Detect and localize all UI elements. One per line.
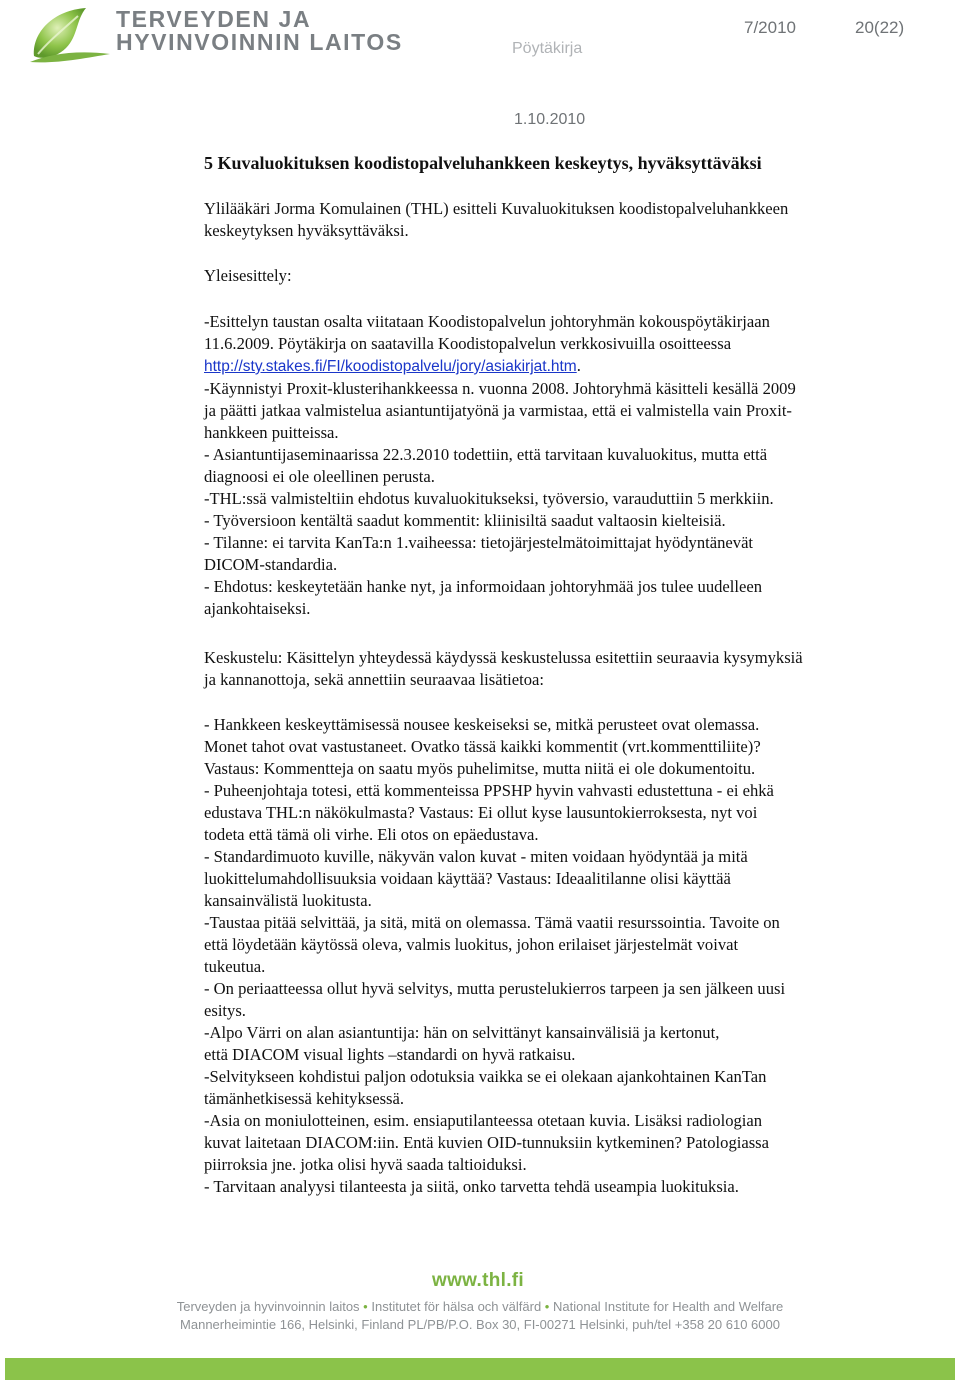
intro-paragraph xyxy=(204,198,908,242)
document-type: Pöytäkirja xyxy=(512,40,583,57)
org-name-line-1: TERVEYDEN JA xyxy=(116,6,312,32)
general-presentation-heading: Yleisesittely: xyxy=(204,266,292,285)
body-line xyxy=(204,378,908,400)
discussion-line: - Tarvitaan analyysi tilanteesta ja siitä, onko tarvetta tehdä useampia luokituksia. xyxy=(204,1177,739,1196)
discussion-line: kuvat laitetaan DIACOM:iin. Entä kuvien OID-tunnuksiin kytkeminen? Patologiassa xyxy=(204,1133,770,1152)
discussion-line: että DIACOM visual lights –standardi on hyvä ratkaisu. xyxy=(204,1045,576,1064)
discussion-line: -Selvitykseen kohdistui paljon odotuksia vaikka se ei olekaan ajankohtainen KanTan xyxy=(204,1067,767,1086)
discussion-line: todeta että tämä oli virhe. Eli otos on epäedustava. xyxy=(204,825,539,844)
footer-address: Mannerheimintie 166, Helsinki, Finland PL/PB/P.O. Box 30, FI-00271 Helsinki, puh/tel +358 20 610 6000 xyxy=(180,1317,780,1332)
discussion-line: - Hankkeen keskeyttämisessä nousee keskeiseksi se, mitkä perusteet ovat olemassa. xyxy=(204,715,760,734)
discussion-line: edustava THL:n näkökulmasta? Vastaus: Ei ollut kyse lausuntokierroksesta, nyt voi xyxy=(204,803,758,822)
footer-green-bar xyxy=(5,1358,955,1380)
body-line: 11.6.2009. Pöytäkirja on saatavilla Koodistopalvelun verkkosivuilla osoitteessa xyxy=(204,334,732,353)
footer-org-sv: Institutet för hälsa och välfärd xyxy=(371,1299,542,1314)
discussion-intro-line: Keskustelu: Käsittelyn yhteydessä käydyssä keskustelussa esitettiin seuraavia kysymyksiä xyxy=(204,648,803,667)
thl-logo xyxy=(26,2,403,66)
discussion-line: piirroksia jne. jotka olisi hyvä saada taltioiduksi. xyxy=(204,1155,527,1174)
body-line: - Tilanne: ei tarvita KanTa:n 1.vaiheessa: tietojärjestelmätoimittajat hyödyntänevät xyxy=(204,533,754,552)
page-number: 20(22) xyxy=(855,18,905,37)
body-line: ajankohtaiseksi. xyxy=(204,599,311,618)
koodistopalvelu-link[interactable]: http://sty.stakes.fi/FI/koodistopalvelu/jory/asiakirjat.htm xyxy=(204,358,577,375)
discussion-line: tämänhetkisessä kehityksessä. xyxy=(204,1089,405,1108)
body-line: DICOM-standardia. xyxy=(204,555,338,574)
body-line: hankkeen puitteissa. xyxy=(204,423,339,442)
body-line: - Asiantuntijaseminaarissa 22.3.2010 todettiin, että tarvitaan kuvaluokitus, mutta että xyxy=(204,445,768,464)
section-title: 5 Kuvaluokituksen koodistopalveluhankkeen keskeytys, hyväksyttäväksi xyxy=(204,153,762,173)
org-name-line-2: HYVINVOINNIN LAITOS xyxy=(116,29,403,55)
footer-website[interactable]: www.thl.fi xyxy=(432,1270,525,1291)
body-line: ja päätti jatkaa valmistelua asiantuntijatyönä ja varmistaa, että ei valmistella vain Proxit- xyxy=(204,401,792,420)
intro-line: Ylilääkäri Jorma Komulainen (THL) esitteli Kuvaluokituksen koodistopalveluhankkeen xyxy=(204,199,789,218)
body-line-part: -Käynnistyi Proxit-klusterihankkeessa n. vuonna 2008. xyxy=(204,379,570,398)
thl-leaf-icon xyxy=(26,2,112,66)
discussion-line: luokittelumahdollisuuksia voidaan käyttää? Vastaus: Ideaalitilanne olisi käyttää xyxy=(204,869,731,888)
discussion-line: Vastaus: Kommentteja on saatu myös puhelimitse, mutta niitä ei ole dokumentoitu. xyxy=(204,759,756,778)
discussion-line: - Puheenjohtaja totesi, että kommenteissa PPSHP hyvin vahvasti edustettuna - ei ehkä xyxy=(204,781,774,800)
organization-name xyxy=(116,8,403,54)
general-presentation-body xyxy=(204,311,908,620)
footer-organization xyxy=(0,1299,960,1314)
discussion-line: että löydetään käytössä oleva, valmis luokitus, johon erilaiset järjestelmät voivat xyxy=(204,935,739,954)
discussion-line: esitys. xyxy=(204,1001,246,1020)
link-line xyxy=(204,355,908,378)
body-line: diagnoosi ei ole oleellinen perusta. xyxy=(204,467,435,486)
discussion-line: kansainvälistä luokitusta. xyxy=(204,891,372,910)
discussion-line: -Asia on moniulotteinen, esim. ensiaputilanteessa otetaan kuvia. Lisäksi radiologian xyxy=(204,1111,763,1130)
body-line: - Ehdotus: keskeytetään hanke nyt, ja informoidaan johtoryhmää jos tulee uudelleen xyxy=(204,577,763,596)
discussion-intro-line: ja kannanottoja, sekä annettiin seuraavaa lisätietoa: xyxy=(204,670,545,689)
discussion-line: -Alpo Värri on alan asiantuntija: hän on selvittänyt kansainvälisiä ja kertonut, xyxy=(204,1023,720,1042)
footer-org-fi: Terveyden ja hyvinvoinnin laitos xyxy=(176,1299,360,1314)
footer-org-en: National Institute for Health and Welfare xyxy=(552,1299,784,1314)
discussion-points xyxy=(204,714,908,1198)
footer-separator: • xyxy=(544,1299,550,1314)
discussion-line: - On periaatteessa ollut hyvä selvitys, mutta perustelukierros tarpeen ja sen jälkeen uusi xyxy=(204,979,786,998)
body-line: -Esittelyn taustan osalta viitataan Koodistopalvelun johtoryhmän kokouspöytäkirjaan xyxy=(204,312,770,331)
link-line-end: . xyxy=(576,356,581,375)
discussion-line: Monet tahot ovat vastustaneet. Ovatko tässä kaikki kommentit (vrt.kommenttiliite)? xyxy=(204,737,761,756)
discussion-line: - Standardimuoto kuville, näkyvän valon kuvat - miten voidaan hyödyntää ja mitä xyxy=(204,847,748,866)
body-line: - Työversioon kentältä saadut kommentit: kliinisiltä saadut valtaosin kielteisiä. xyxy=(204,511,726,530)
intro-line: keskeytyksen hyväksyttäväksi. xyxy=(204,221,409,240)
body-line-part: Johtoryhmä käsitteli kesällä 2009 xyxy=(573,379,796,398)
body-line: -THL:ssä valmisteltiin ehdotus kuvaluokitukseksi, työversio, varauduttiin 5 merkkiin. xyxy=(204,489,774,508)
discussion-intro xyxy=(204,647,908,691)
discussion-line: -Taustaa pitää selvittää, ja sitä, mitä on olemassa. Tämä vaatii resurssointia. Tavoite on xyxy=(204,913,780,932)
discussion-line: tukeutua. xyxy=(204,957,266,976)
document-number: 7/2010 xyxy=(744,18,796,37)
footer-separator: • xyxy=(363,1299,368,1314)
document-date: 1.10.2010 xyxy=(514,111,586,128)
